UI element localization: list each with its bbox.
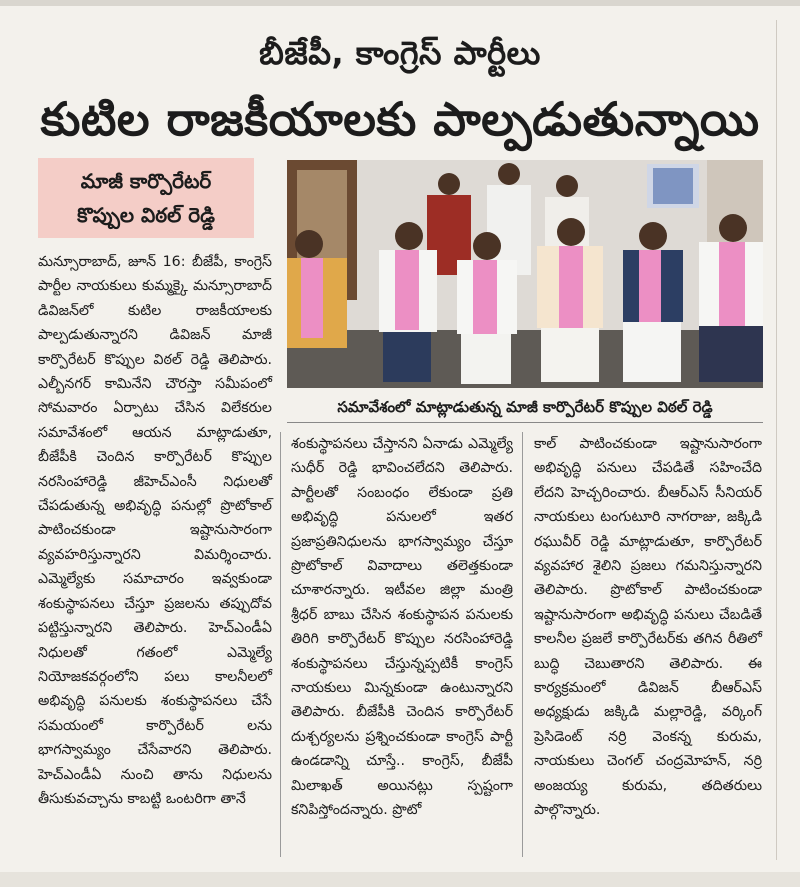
article-kicker: బీజేపీ, కాంగ్రెస్ పార్టీలు [259,34,541,72]
column-divider-1 [280,432,281,857]
column-1-text: మన్సూరాబాద్, జూన్ 16: బీజేపీ, కాంగ్రెస్ పార్టీల నాయకులు కుమ్మక్కై మన్సూరాబాద్ డివిజన్‌లో కుటిల రాజకీయాలకు పాల్పడుతున్నారని డివిజన్ మాజీ కార్పొరేటర్ కొప్పుల విఠల్ రెడ్డి తెలిపారు. ఎల్బీనగర్ కామినేని చౌరస్తా సమీపంలో సోమవారం ఏర్పాటు చేసిన విలేకరుల సమావేశంలో ఆయన మాట్లాడుతూ, బీజేపీకి చెందిన కార్పొరేటర్ కొప్పుల నరసింహారెడ్డి జీహెచ్‌ఎంసీ నిధులతో చేపడుతున్న అభివృద్ధి పనుల్లో ప్రొటోకాల్ పాటించకుండా ఇష్టానుసారంగా వ్యవహరిస్తున్నారని విమర్శించారు. ఎమ్మెల్యేకు సమాచారం ఇవ్వకుండా శంకుస్థాపనలు చేస్తూ ప్రజలను తప్పుదోవ పట్టిస్తున్నారని తెలిపారు. హెచ్‌ఎండీఏ నిధులతో గతంలో ఎమ్మెల్యే నియోజకవర్గంలోని పలు కాలనీలలో అభివృద్ధి పనులకు శంకుస్థాపనలు చేసే సమయంలో కార్పొరేటర్ లను భాగస్వామ్యం చేసేవారని తెలిపారు. హెచ్‌ఎండీఏ నుంచి తాను నిధులను తీసుకువచ్చాను కాబట్టి ఒంటరిగా తానే [38,254,272,807]
photo-caption: సమావేశంలో మాట్లాడుతున్న మాజీ కార్పొరేటర్ కొప్పుల విఠల్ రెడ్డి [287,392,763,423]
bottom-edge [0,872,800,887]
byline-box [38,158,254,238]
column-2-text: శంకుస్థాపనలు చేస్తానని ఏనాడు ఎమ్మెల్యే సుధీర్ రెడ్డి భావించలేదని తెలిపారు. పార్టీలతో సంబంధం లేకుండా ప్రతి అభివృద్ధి పనులలో ఇతర ప్రజాప్రతినిధులను భాగస్వామ్యం చేస్తూ ప్రొటోకాల్ వివాదాలు తలెత్తకుండా చూశారన్నారు. ఇటీవల జిల్లా మంత్రి శ్రీధర్ బాబు చేసిన శంకుస్థాపన పనులకు తిరిగి కార్పొరేటర్ కొప్పుల నరసింహారెడ్డి శంకుస్థాపనలు చేస్తున్నప్పటికీ కాంగ్రెస్ నాయకులు మిన్నకుండా ఉంటున్నారని తెలిపారు. బీజేపీకి చెందిన కార్పొరేటర్ దుశ్చర్యలను ప్రశ్నించకుండా కాంగ్రెస్ పార్టీ ఉండడాన్ని చూస్తే.. కాంగ్రెస్, బీజేపీ మిలాఖత్ అయినట్లు స్పష్టంగా కనిపిస్తోందన్నారు. ప్రొటో [291,436,513,819]
byline-line-1: మాజీ కార్పొరేటర్ [80,169,212,193]
column-divider-2 [522,432,523,857]
article-headline: కుటిల రాజకీయాలకు పాల్పడుతున్నాయి [40,92,760,146]
article-column-1 [38,250,272,811]
top-edge [0,0,800,6]
column-3-text: కాల్ పాటించకుండా ఇష్టానుసారంగా అభివృద్ధి పనులు చేపడితే సహించేది లేదని హెచ్చరించారు. బీఆర్‌ఎస్ సీనియర్ నాయకులు టంగుటూరి నాగరాజు, జక్కిడి రఘువీర్ రెడ్డి మాట్లాడుతూ, కార్పొరేటర్ వ్యవహార శైలిని ప్రజలు గమనిస్తున్నారని తెలిపారు. ప్రొటోకాల్ పాటించకుండా ఇష్టానుసారంగా అభివృద్ధి పనులు చేబడితే కాలనీల ప్రజలే కార్పొరేటర్‌కు తగిన రీతిలో బుద్ధి చెబుతారని తెలిపారు. ఈ కార్యక్రమంలో డివిజన్ బీఆర్‌ఎస్ అధ్యక్షుడు జక్కిడి మల్లారెడ్డి, వర్కింగ్ ప్రెసిడెంట్ నర్రి వెంకన్న కురుమ, నాయకులు చెంగల్ చంద్రమోహన్, నర్రి అంజయ్య కురుమ, తదితరులు పాల్గొన్నారు. [534,436,762,819]
article-column-3 [534,432,762,823]
group-photo-illustration [287,160,763,388]
news-photo [287,160,763,388]
article-column-2 [291,432,513,823]
byline-line-2: కొప్పుల విఠల్ రెడ్డి [77,203,215,227]
